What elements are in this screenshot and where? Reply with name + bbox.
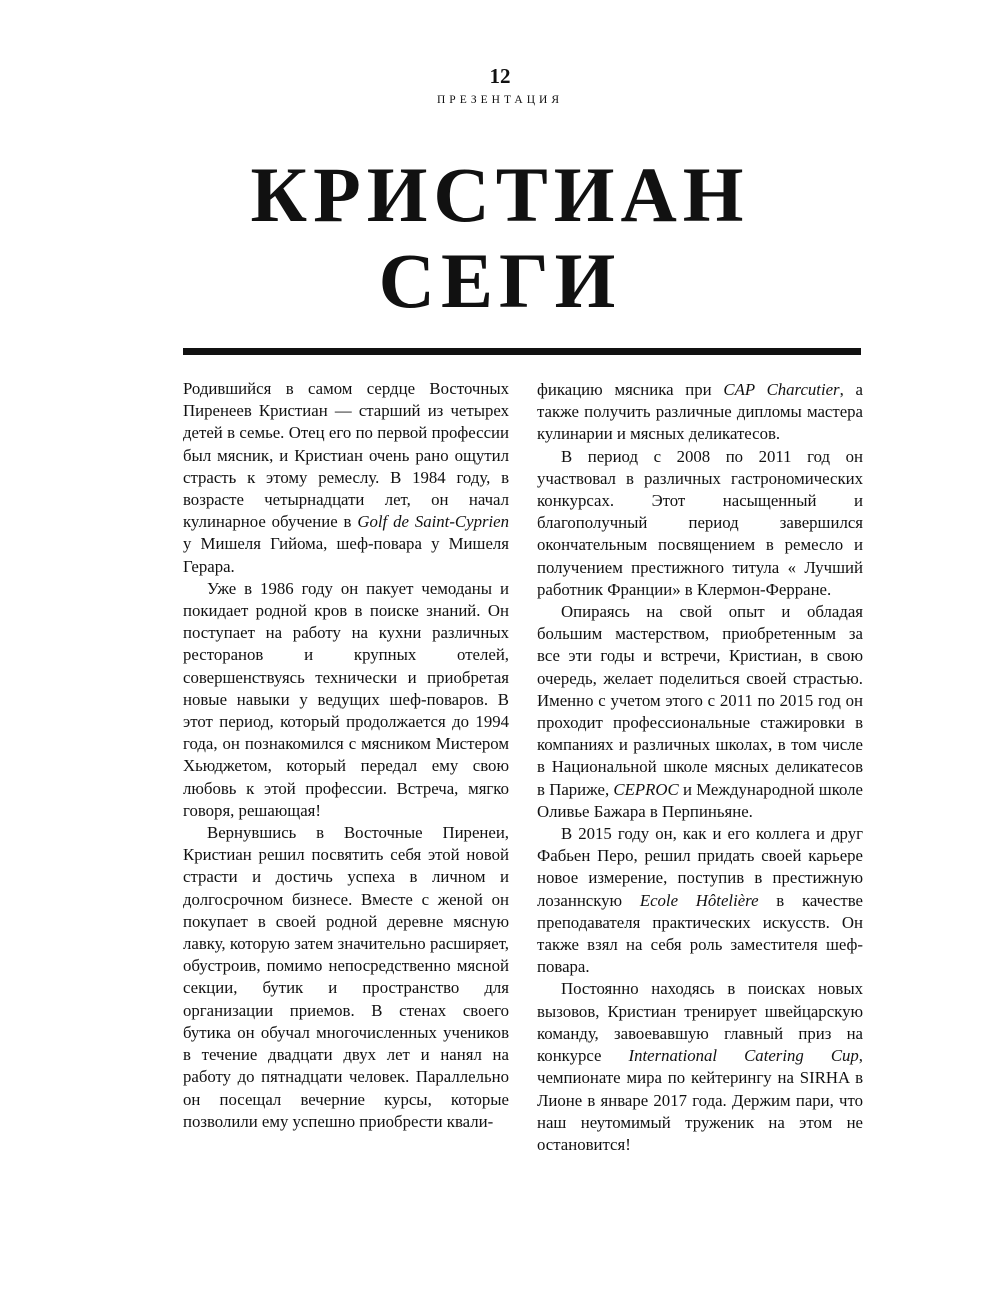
paragraph: Уже в 1986 году он пакует чемоданы и покидает родной кров в поиске знаний. Он поступает на работу на кухни различных ресторанов и крупных отелей, совершенствуясь технически и приобретая новые навыки у ведущих шеф-поваров. В этот период, который продолжается до 1994 года, он познакомился с мясником Мистером Хьюджетом, который передал ему свою любовь к этой профессии. Встреча, мягко говоря, решающая! <box>183 578 509 820</box>
paragraph <box>537 601 863 823</box>
paragraph: Вернувшись в Восточные Пиренеи, Кристиан решил посвятить себя этой новой страсти и достичь успеха в личном и долгосрочном бизнесе. Вместе с женой он покупает в своей родной деревне мясную лавку, которую затем значительно расширяет, обустроив, помимо непосредственно мясной секции, бутик и пространство для организации приемов. В стенах своего бутика он обучал многочисленных учеников в течение двадцати двух лет и нанял на работу до пятнадцати человек. Параллельно он посещал вечерние курсы, которые позволили ему успешно приобрести квали- <box>183 823 509 1131</box>
text-column-left <box>183 378 509 1133</box>
text-column-right <box>537 379 863 1156</box>
paragraph-text: , а также получить различные дипломы мастера кулинарии и мясных деликатесов. <box>537 380 863 444</box>
paragraph-text: у Мишеля Гийома, шеф-повара у Мишеля Герара. <box>183 534 509 576</box>
paragraph <box>537 978 863 1156</box>
paragraph <box>183 378 509 578</box>
section-label: ПРЕЗЕНТАЦИЯ <box>437 94 563 106</box>
italic-name: CAP Charcutier <box>723 380 840 399</box>
page-number: 12 <box>489 64 511 88</box>
italic-name: Ecole Hôtelière <box>639 890 759 910</box>
italic-name: CEPROC <box>613 779 679 799</box>
paragraph-text: и Международной школе Оливье Бажара в Перпиньяне. <box>537 779 863 821</box>
paragraph-text: в качестве преподавателя практических искусств. Он также взял на себя роль заместителя шеф-повара. <box>537 890 863 977</box>
title-divider <box>183 348 861 355</box>
paragraph-text: В 2015 году он, как и его коллега и друг Фабьен Перо, решил придать своей карьере новое измерение, поступив в престижную лозаннскую <box>537 824 863 910</box>
paragraph <box>537 823 863 978</box>
paragraph-text: фикацию мясника при <box>537 380 724 399</box>
italic-name: Golf de Saint-Cyprien <box>357 512 509 532</box>
paragraph-text: Родившийся в самом сердце Восточных Пиренеев Кристиан — старший из четырех детей в семье. Отец его по первой профессии был мясник, и Кристиан очень рано ощутил страсть к этому ремеслу. В 1984 году, в возрасте четырнадцати лет, он начал кулинарное обучение в <box>183 379 509 532</box>
title-line-1: КРИСТИАН <box>250 151 750 238</box>
paragraph <box>537 379 863 446</box>
title-line-2: СЕГИ <box>378 237 622 324</box>
italic-name: International Catering Cup <box>628 1046 859 1066</box>
paragraph-text: Опираясь на свой опыт и обладая большим мастерством, приобретенным за все эти годы и встречи, Кристиан, в свою очередь, желает поделиться своей страстью. Именно с учетом этого с 2011 по 2015 год он проходит профессиональные стажировки в компаниях и различных школах, в том числе в Национальной школе мясных деликатесов в Париже, <box>537 602 863 799</box>
paragraph: В период с 2008 по 2011 год он участвовал в различных гастрономических конкурсах. Этот насыщенный и благополучный период завершился окончательным посвящением в ремесло и получением престижного титула « Лучший работник Франции» в Клермон-Ферране. <box>537 446 863 599</box>
paragraph-text: , чемпионате мира по кейтерингу на SIRHA в Лионе в январе 2017 года. Держим пари, что наш неутомимый труженик на этом не остановится! <box>537 1046 863 1154</box>
paragraph-text: Постоянно находясь в поисках новых вызовов, Кристиан тренирует швейцарскую команду, завоевавшую главный приз на конкурсе <box>537 979 863 1066</box>
article-title <box>0 152 1000 324</box>
